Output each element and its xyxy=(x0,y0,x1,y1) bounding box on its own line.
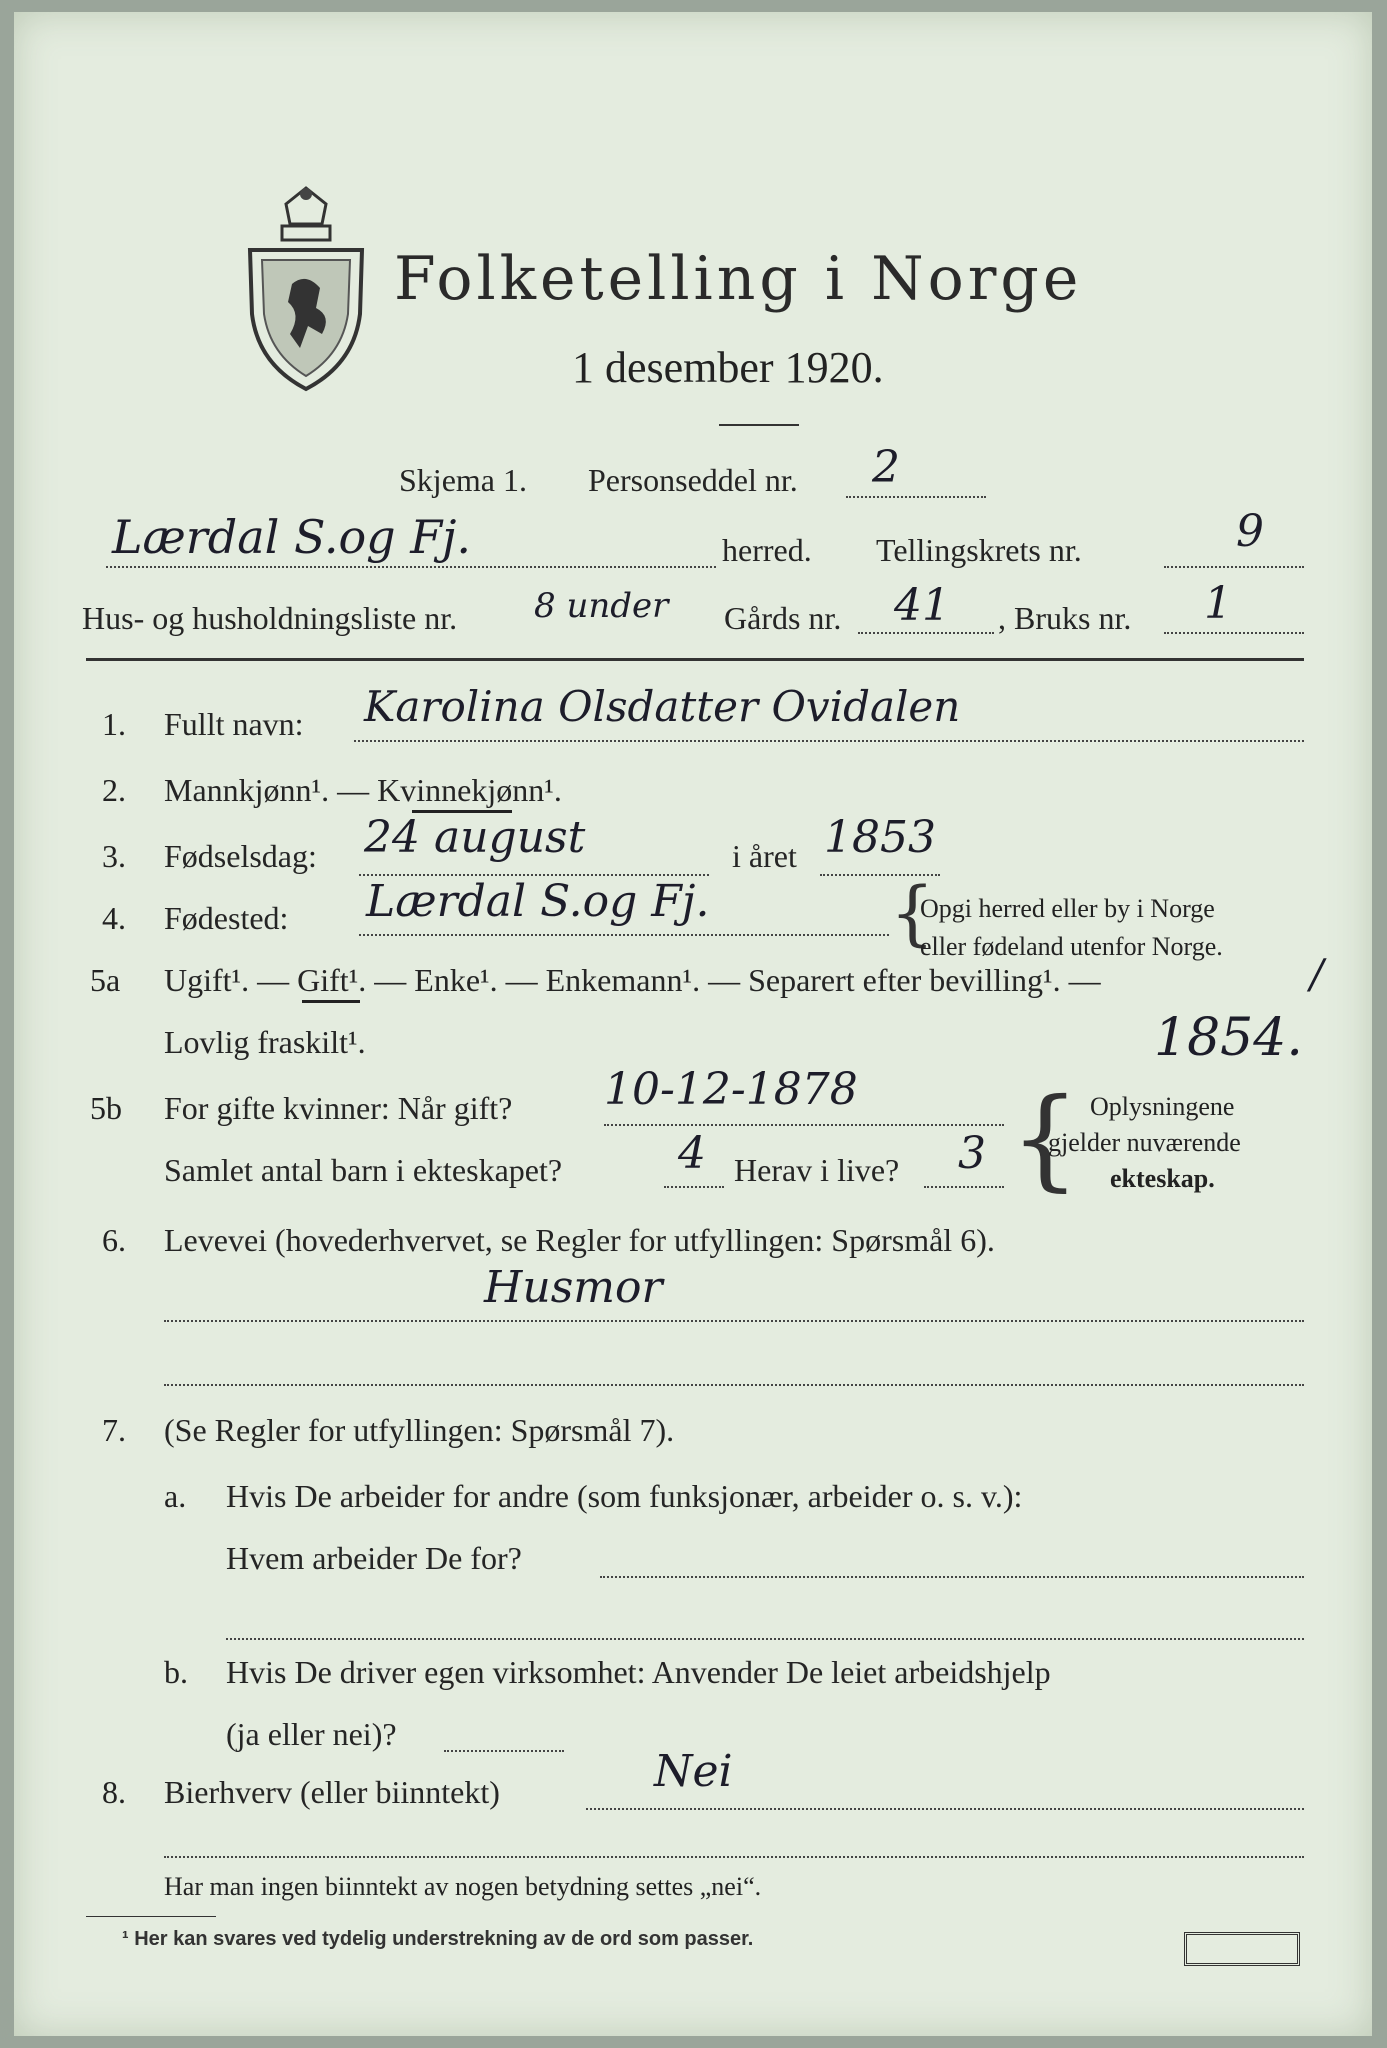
q5b-children-line xyxy=(664,1186,724,1188)
q7a-line2[interactable] xyxy=(226,1638,1304,1640)
children-alive-value[interactable]: 3 xyxy=(958,1128,986,1179)
tellingskrets-line xyxy=(1164,566,1304,568)
q5b-brace: { xyxy=(1010,1074,1080,1202)
hus-label: Hus- og husholdningsliste nr. xyxy=(82,600,458,636)
q7-number: 7. xyxy=(102,1412,126,1448)
q7a-label-line2: Hvem arbeider De for? xyxy=(226,1540,522,1576)
marriage-date-value[interactable]: 10-12-1878 xyxy=(604,1064,858,1115)
q7b-line[interactable] xyxy=(444,1750,564,1752)
note-line xyxy=(164,1856,1304,1858)
q4-note-line2: eller fødeland utenfor Norge. xyxy=(920,932,1223,961)
children-total-value[interactable]: 4 xyxy=(678,1128,706,1179)
form-title: Folketelling i Norge xyxy=(394,244,1083,314)
q5b-note-line2: gjelder nuværende xyxy=(1048,1128,1241,1157)
birth-year-value[interactable]: 1853 xyxy=(824,812,936,863)
q5b-note-line3: ekteskap. xyxy=(1110,1164,1215,1193)
q7a-line1[interactable] xyxy=(600,1576,1304,1578)
q4-number: 4. xyxy=(102,900,126,936)
gender-options[interactable]: Mannkjønn¹. — Kvinnekjønn¹. xyxy=(164,772,562,808)
q7a-number: a. xyxy=(164,1478,187,1514)
marital-status-options[interactable]: Ugift¹. — Gift¹. — Enke¹. — Enkemann¹. — Separert efter bevilling¹. — xyxy=(164,962,1101,998)
q8-label: Bierhverv (eller biinntekt) xyxy=(164,1774,500,1810)
bruks-line xyxy=(1164,632,1304,634)
footnote: ¹ Her kan svares ved tydelig understrekning av de ord som passer. xyxy=(122,1928,754,1950)
q4-label: Fødested: xyxy=(164,900,289,936)
q3-number: 3. xyxy=(102,838,126,874)
q5b-children-label: Samlet antal barn i ekteskapet? xyxy=(164,1152,563,1188)
q3-year-label: i året xyxy=(732,838,797,874)
side-income-value[interactable]: Nei xyxy=(654,1746,733,1797)
title-rule xyxy=(719,424,799,426)
nei-note: Har man ingen biinntekt av nogen betydning settes „nei“. xyxy=(164,1872,762,1901)
personseddel-line xyxy=(846,496,986,498)
marital-check-mark: / xyxy=(1310,952,1324,998)
q5b-number: 5b xyxy=(90,1090,122,1126)
herred-line xyxy=(106,566,716,568)
q5a-number: 5a xyxy=(90,962,121,998)
q1-number: 1. xyxy=(102,706,126,742)
gards-label: Gårds nr. xyxy=(724,600,842,636)
marital-annotation: 1854. xyxy=(1154,1008,1303,1068)
bruks-label: , Bruks nr. xyxy=(998,600,1132,636)
q6-line2 xyxy=(164,1384,1304,1386)
coat-of-arms-icon xyxy=(242,184,370,394)
q4-note-line1: Opgi herred eller by i Norge xyxy=(920,894,1215,923)
q6-label: Levevei (hovederhvervet, se Regler for utfyllingen: Spørsmål 6). xyxy=(164,1222,995,1258)
q4-line xyxy=(359,934,889,936)
footnote-rule xyxy=(86,1916,216,1917)
birthplace-value[interactable]: Lærdal S.og Fj. xyxy=(366,876,710,927)
q1-label: Fullt navn: xyxy=(164,706,304,742)
q5b-label: For gifte kvinner: Når gift? xyxy=(164,1090,513,1126)
q6-number: 6. xyxy=(102,1222,126,1258)
gards-value[interactable]: 41 xyxy=(894,580,950,631)
q3-label: Fødselsdag: xyxy=(164,838,317,874)
herred-value[interactable]: Lærdal S.og Fj. xyxy=(112,510,472,564)
q7-label: (Se Regler for utfyllingen: Spørsmål 7). xyxy=(164,1412,675,1448)
q6-line1 xyxy=(164,1320,1304,1322)
tellingskrets-value[interactable]: 9 xyxy=(1236,506,1264,557)
gift-underline xyxy=(302,1000,360,1003)
census-form xyxy=(14,12,1372,2036)
q7b-label-line2: (ja eller nei)? xyxy=(226,1716,397,1752)
q2-number: 2. xyxy=(102,772,126,808)
birthday-value[interactable]: 24 august xyxy=(364,812,586,863)
q5a-label-line2: Lovlig fraskilt¹. xyxy=(164,1024,366,1060)
census-date: 1 desember 1920. xyxy=(572,343,884,392)
q7b-number: b. xyxy=(164,1654,188,1690)
q5b-line xyxy=(604,1124,1004,1126)
personseddel-value[interactable]: 2 xyxy=(872,442,900,493)
full-name-value[interactable]: Karolina Olsdatter Ovidalen xyxy=(364,682,961,731)
q5b-alive-label: Herav i live? xyxy=(734,1152,900,1188)
q7a-label: Hvis De arbeider for andre (som funksjonær, arbeider o. s. v.): xyxy=(226,1478,1023,1514)
q4-brace: { xyxy=(890,872,935,954)
q5b-alive-line xyxy=(924,1186,1004,1188)
occupation-value[interactable]: Husmor xyxy=(484,1262,663,1313)
bruks-value[interactable]: 1 xyxy=(1204,578,1232,629)
q7b-label: Hvis De driver egen virksomhet: Anvender De leiet arbeidshjelp xyxy=(226,1654,1051,1690)
q5b-note-line1: Oplysningene xyxy=(1090,1092,1235,1121)
tellingskrets-label: Tellingskrets nr. xyxy=(876,532,1082,568)
skjema-label: Skjema 1. xyxy=(399,462,527,498)
printer-stamp xyxy=(1184,1932,1300,1966)
personseddel-label: Personseddel nr. xyxy=(588,462,798,498)
gards-line xyxy=(858,632,994,634)
header-divider xyxy=(86,658,1304,661)
q1-line xyxy=(354,740,1304,742)
q8-number: 8. xyxy=(102,1774,126,1810)
q8-line xyxy=(586,1808,1304,1810)
herred-label: herred. xyxy=(722,532,812,568)
hus-value[interactable]: 8 under xyxy=(534,586,669,626)
